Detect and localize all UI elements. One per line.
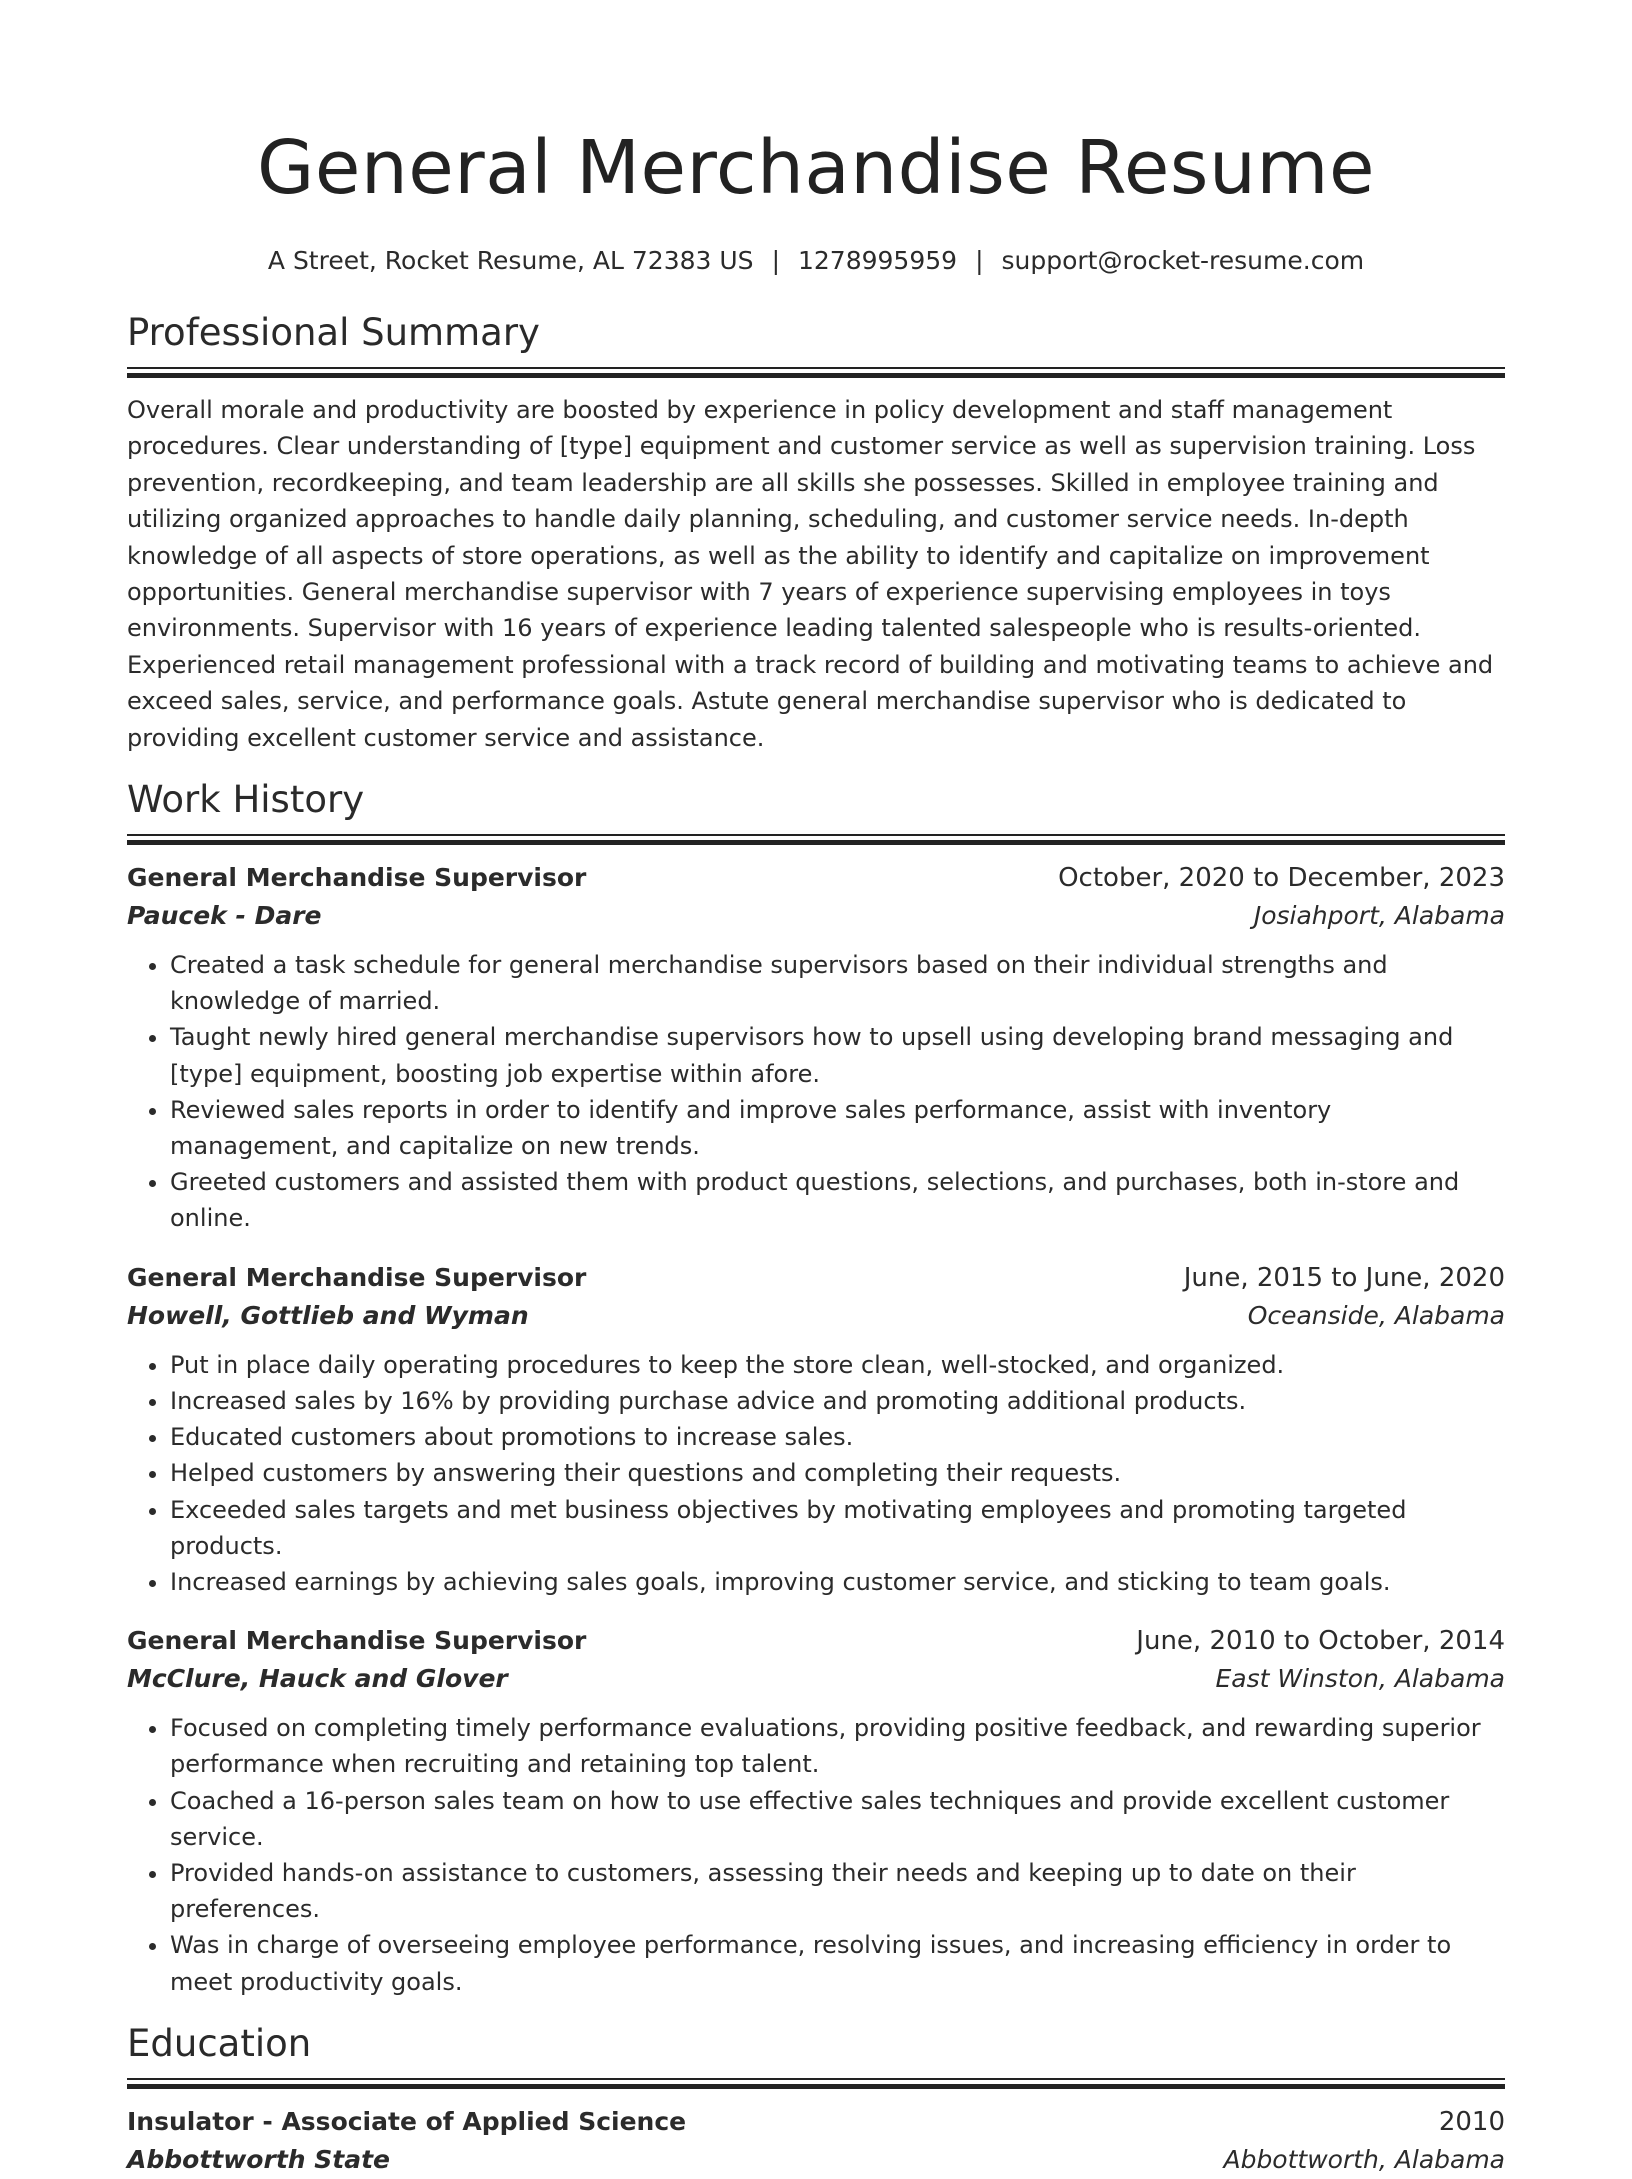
job-employer: Paucek - Dare: [127, 901, 322, 931]
contact-phone: 1278995959: [798, 246, 958, 275]
summary-section: [127, 309, 1505, 756]
job-location: East Winston, Alabama: [1215, 1664, 1505, 1694]
job-dates: October, 2020 to December, 2023: [1058, 863, 1505, 894]
job-location: Oceanside, Alabama: [1247, 1300, 1505, 1330]
education-year: 2010: [1438, 2106, 1505, 2137]
job-employer: McClure, Hauck and Glover: [127, 1664, 508, 1694]
contact-address: A Street, Rocket Resume, AL 72383 US: [267, 246, 754, 275]
job-employer-row: [127, 897, 1505, 935]
education-school-row: [127, 2141, 1505, 2179]
job-bullet: • Put in place daily operating procedures to keep the store clean, well-stocked, and organized.: [170, 1347, 1505, 1383]
job-bullet: • Exceeded sales targets and met business objectives by motivating employees and promoting targeted products.: [170, 1492, 1505, 1564]
section-heading-work-history: Work History: [127, 778, 365, 822]
job-employer-row: [127, 1297, 1505, 1335]
education-entry: [127, 2103, 1505, 2179]
job-title: General Merchandise Supervisor: [127, 1262, 587, 1292]
job-header-row: [127, 1622, 1505, 1660]
contact-email: support@rocket-resume.com: [1001, 246, 1365, 275]
job-bullet: • Educated customers about promotions to increase sales.: [170, 1419, 1505, 1455]
job-employer: Howell, Gottlieb and Wyman: [127, 1300, 529, 1330]
job-bullet: • Reviewed sales reports in order to identify and improve sales performance, assist with inventory management, and capitalize on new trends.: [170, 1092, 1505, 1164]
job-dates: June, 2015 to June, 2020: [1183, 1262, 1505, 1293]
job-bullet: • Focused on completing timely performance evaluations, providing positive feedback, and rewarding superior performance when recruiting and retaining top talent.: [170, 1710, 1505, 1782]
job-entry: [127, 1259, 1505, 1600]
job-employer-row: [127, 1660, 1505, 1698]
job-location: Josiahport, Alabama: [1253, 901, 1505, 931]
job-header-row: [127, 859, 1505, 897]
section-divider: [127, 2078, 1505, 2089]
job-bullets: [127, 1710, 1505, 2000]
section-heading-summary: Professional Summary: [127, 311, 540, 354]
job-bullet: • Created a task schedule for general merchandise supervisors based on their individual strengths and knowledge of married.: [170, 947, 1505, 1019]
section-divider: [127, 367, 1505, 378]
job-dates: June, 2010 to October, 2014: [1136, 1626, 1505, 1657]
job-bullet: • Greeted customers and assisted them with product questions, selections, and purchases, both in-store and online.: [170, 1164, 1505, 1236]
job-entry: [127, 859, 1505, 1237]
contact-separator: |: [975, 246, 984, 275]
education-school: Abbottworth State: [127, 2144, 391, 2174]
job-bullet: • Helped customers by answering their questions and completing their requests.: [170, 1455, 1505, 1491]
job-bullets: [127, 947, 1505, 1237]
contact-separator: |: [771, 246, 780, 275]
resume-title: General Merchandise Resume: [257, 125, 1375, 211]
job-header-row: [127, 1259, 1505, 1297]
job-bullet: • Was in charge of overseeing employee performance, resolving issues, and increasing efficiency in order to meet productivity goals.: [170, 1927, 1505, 1999]
education-header-row: [127, 2103, 1505, 2141]
summary-text: Overall morale and productivity are boosted by experience in policy development and staff management procedures. Clear understanding of [type] equipment and customer service as well as supervision training. Loss prevention, recordkeeping, and team leadership are all skills she possesses. Skilled in employee training and utilizing organized approaches to handle daily planning, scheduling, and customer service needs. In-depth knowledge of all aspects of store operations, as well as the ability to identify and capitalize on improvement opportunities. General merchandise supervisor with 7 years of experience supervising employees in toys environments. Supervisor with 16 years of experience leading talented salespeople who is results-oriented. Experienced retail management professional with a track record of building and motivating teams to achieve and exceed sales, service, and performance goals. Astute general merchandise supervisor who is dedicated to providing excellent customer service and assistance.: [127, 396, 1494, 752]
job-entry: [127, 1622, 1505, 2000]
education-section: [127, 2020, 1505, 2179]
section-heading-education: Education: [127, 2021, 312, 2065]
job-title: General Merchandise Supervisor: [127, 1626, 587, 1656]
job-bullet: • Provided hands-on assistance to customers, assessing their needs and keeping up to date on their preferences.: [170, 1855, 1505, 1927]
job-bullets: [127, 1347, 1505, 1600]
education-location: Abbottworth, Alabama: [1223, 2144, 1505, 2174]
section-divider: [127, 834, 1505, 845]
job-bullet: • Taught newly hired general merchandise supervisors how to upsell using developing brand messaging and [type] equipment, boosting job expertise within afore.: [170, 1019, 1505, 1091]
job-bullet: • Coached a 16-person sales team on how to use effective sales techniques and provide excellent customer service.: [170, 1783, 1505, 1855]
work-history-section: [127, 776, 1505, 2000]
education-degree: Insulator - Associate of Applied Science: [127, 2106, 687, 2136]
job-bullet: • Increased sales by 16% by providing purchase advice and promoting additional products.: [170, 1383, 1505, 1419]
job-title: General Merchandise Supervisor: [127, 863, 587, 893]
job-bullet: • Increased earnings by achieving sales goals, improving customer service, and sticking to team goals.: [170, 1564, 1505, 1600]
contact-line: [127, 244, 1505, 278]
